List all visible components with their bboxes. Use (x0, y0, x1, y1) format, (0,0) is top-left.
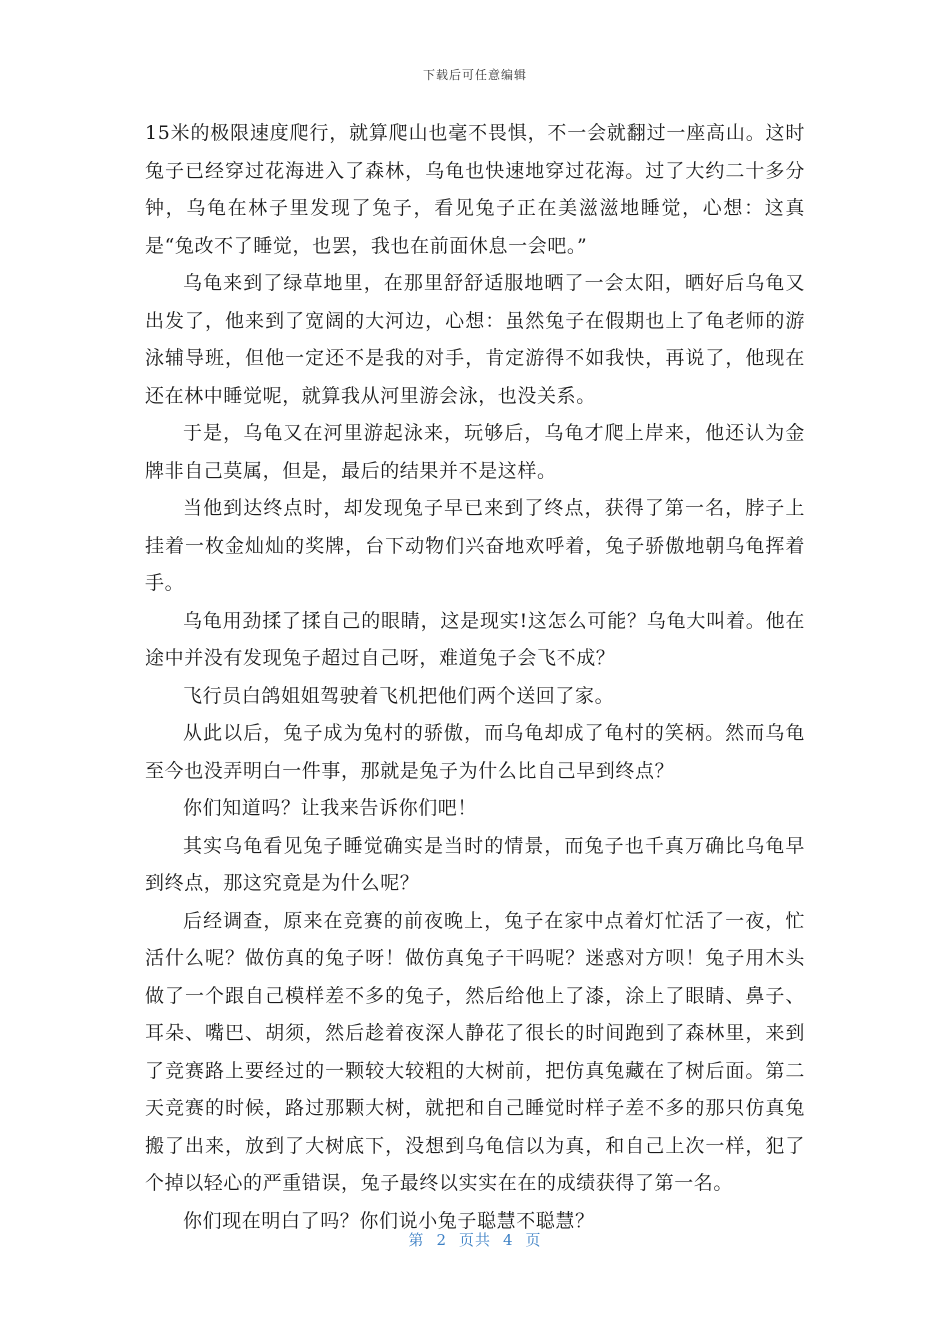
footer-suffix: 页 (525, 1231, 542, 1249)
paragraph-7: 从此以后，兔子成为兔村的骄傲，而乌龟却成了龟村的笑柄。然而乌龟至今也没弄明白一件事，那就是兔子为什么比自己早到终点？ (145, 722, 805, 782)
paragraph-2: 乌龟来到了绿草地里，在那里舒舒适服地晒了一会太阳，晒好后乌龟又出发了，他来到了宽阔的大河边，心想：虽然兔子在假期也上了龟老师的游泳辅导班，但他一定还不是我的对手，肯定游得不如我快，再说了，他现在还在林中睡觉呢，就算我从河里游会泳，也没关系。 (145, 272, 805, 407)
paragraph-6: 飞行员白鸽姐姐驾驶着飞机把他们两个送回了家。 (183, 684, 615, 707)
current-page-number: 2 (436, 1231, 447, 1249)
paragraph-5: 乌龟用劲揉了揉自己的眼睛，这是现实!这怎么可能？乌龟大叫着。他在途中并没有发现兔子超过自己呀，难道兔子会飞不成？ (145, 609, 805, 669)
document-body (145, 115, 805, 1240)
paragraph-9: 其实乌龟看见兔子睡觉确实是当时的情景，而兔子也千真万确比乌龟早到终点，那这究竟是为什么呢？ (145, 834, 805, 894)
paragraph-8: 你们知道吗？让我来告诉你们吧！ (183, 797, 478, 819)
footer-prefix: 第 (408, 1231, 425, 1249)
page-header: 下载后可任意编辑 (422, 68, 527, 82)
paragraph-11: 你们现在明白了吗？你们说小兔子聪慧不聪慧？ (183, 1209, 595, 1232)
paragraph-10: 后经调查，原来在竞赛的前夜晚上，兔子在家中点着灯忙活了一夜，忙活什么呢？做仿真的兔子呀！做仿真兔子干吗呢？迷惑对方呗！兔子用木头做了一个跟自己模样差不多的兔子，然后给他上了漆，涂上了眼睛、鼻子、耳朵、嘴巴、胡须，然后趁着夜深人静花了很长的时间跑到了森林里，来到了竞赛路上要经过的一颗较大较粗的大树前，把仿真兔藏在了树后面。第二天竞赛的时候，路过那颗大树，就把和自己睡觉时样子差不多的那只仿真兔搬了出来，放到了大树底下，没想到乌龟信以为真，和自己上次一样，犯了个掉以轻心的严重错误，兔子最终以实实在在的成绩获得了第一名。 (145, 909, 805, 1194)
total-pages-number: 4 (503, 1231, 514, 1249)
paragraph-4: 当他到达终点时，却发现兔子早已来到了终点，获得了第一名，脖子上挂着一枚金灿灿的奖牌，台下动物们兴奋地欢呼着，兔子骄傲地朝乌龟挥着手。 (145, 497, 805, 594)
paragraph-1: 15米的极限速度爬行，就算爬山也毫不畏惧，不一会就翻过一座高山。这时兔子已经穿过花海进入了森林，乌龟也快速地穿过花海。过了大约二十多分钟，乌龟在林子里发现了兔子，看见兔子正在美滋滋地睡觉，心想：这真是“兔改不了睡觉，也罢，我也在前面休息一会吧。” (145, 122, 805, 257)
footer-middle: 页共 (458, 1231, 491, 1249)
paragraph-3: 于是，乌龟又在河里游起泳来，玩够后，乌龟才爬上岸来，他还认为金牌非自己莫属，但是，最后的结果并不是这样。 (145, 422, 805, 482)
page-footer (0, 1229, 950, 1250)
